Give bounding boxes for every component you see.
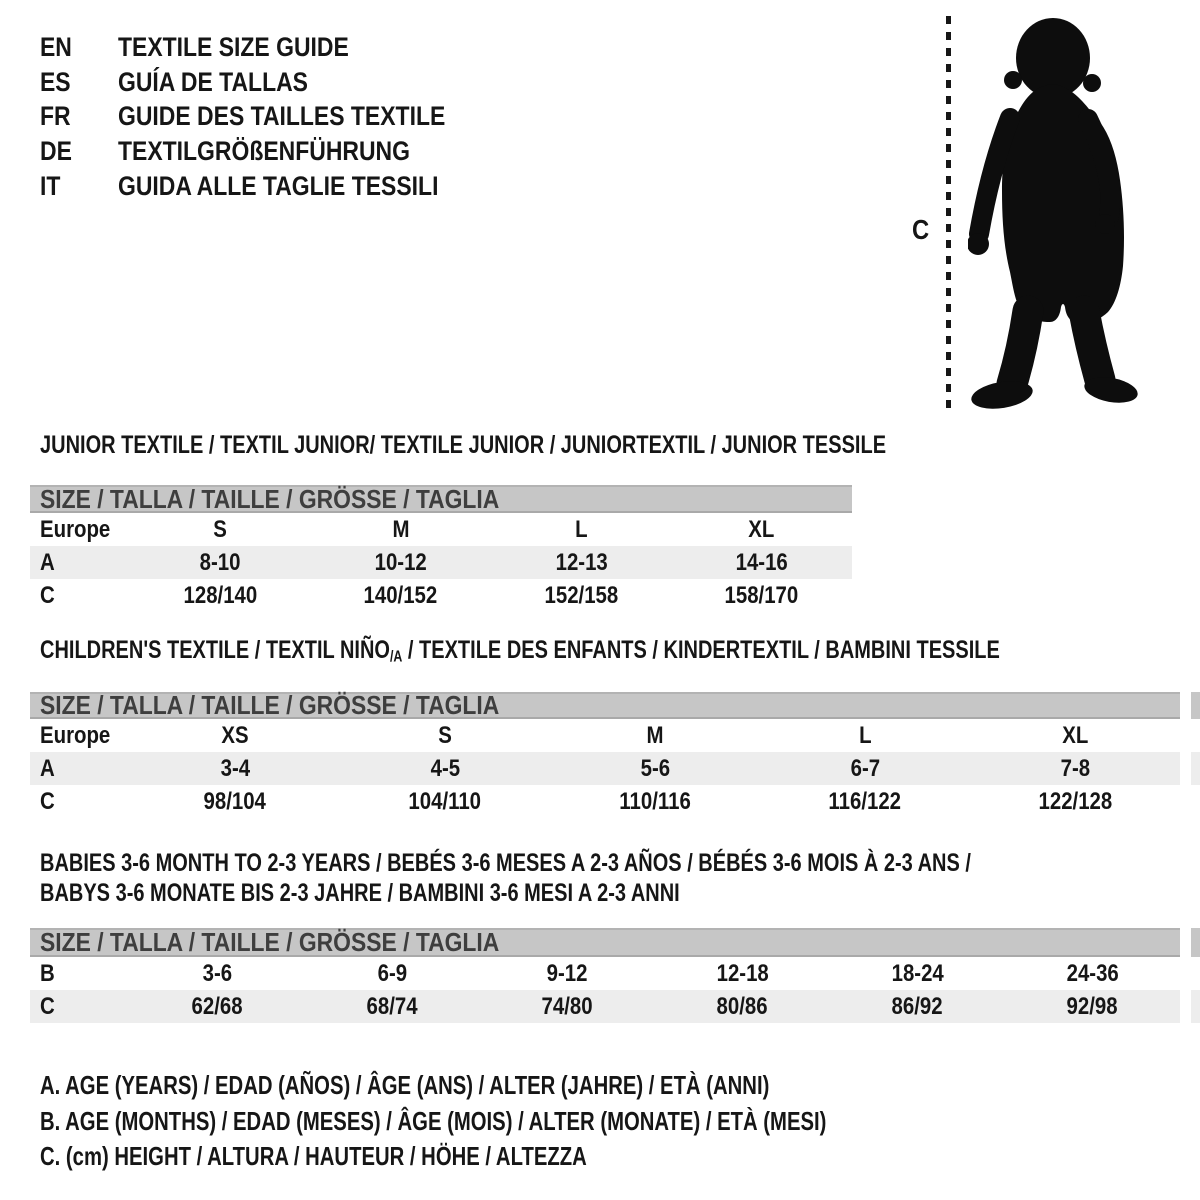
- cell-value: 68/74: [366, 992, 419, 1020]
- junior-col-xl: XL: [748, 515, 775, 543]
- row-label: C: [40, 581, 55, 609]
- language-row-de: [40, 134, 503, 169]
- cell-value: 92/98: [1066, 992, 1119, 1020]
- language-code: FR: [40, 101, 71, 132]
- cell-value: 140/152: [363, 581, 438, 609]
- children-row-height: [30, 785, 1180, 818]
- language-code: ES: [40, 66, 71, 97]
- language-code: EN: [40, 32, 72, 62]
- row-label: A: [40, 548, 55, 576]
- language-row-en: [40, 30, 503, 65]
- cell-value: 5-6: [640, 754, 670, 782]
- junior-col-m: M: [392, 515, 410, 543]
- cell-value: 3-4: [220, 754, 250, 782]
- children-section-title: CHILDREN'S TEXTILE / TEXTIL $NIÑO_{/A}$ / TEXTILE DES ENFANTS / KINDERTEXTIL / BAMBINI TESSILE: [40, 636, 1000, 666]
- note-height-cm: C. (cm) HEIGHT / ALTURA / HAUTEUR / HÖHE / ALTEZZA: [40, 1141, 587, 1171]
- junior-col-europe: Europe: [40, 515, 111, 543]
- children-col-europe: Europe: [40, 721, 111, 749]
- cell-value: 128/140: [183, 581, 258, 609]
- children-row-age: [30, 752, 1180, 785]
- children-header-row: [30, 719, 1180, 752]
- cell-value: 12-18: [716, 959, 769, 987]
- cell-value: 62/68: [191, 992, 244, 1020]
- height-measure-dashed-line: [946, 16, 951, 416]
- language-code: IT: [40, 170, 61, 201]
- table-continuation-sliver: [1191, 752, 1200, 785]
- cell-value: 122/128: [1038, 787, 1112, 815]
- junior-col-s: S: [213, 515, 228, 543]
- junior-row-age: [30, 546, 852, 579]
- language-row-es: [40, 65, 503, 100]
- language-row-fr: [40, 99, 503, 134]
- junior-section-title: JUNIOR TEXTILE / TEXTIL JUNIOR/ TEXTILE JUNIOR / JUNIORTEXTIL / JUNIOR TESSILE: [40, 431, 887, 459]
- babies-row-months: [30, 957, 1180, 990]
- babies-size-bar: SIZE / TALLA / TAILLE / GRÖSSE / TAGLIA: [30, 928, 1180, 957]
- baby-silhouette-icon: [968, 16, 1140, 412]
- cell-value: 98/104: [203, 787, 267, 815]
- language-title-list: [40, 30, 503, 203]
- cell-value: 116/122: [828, 787, 902, 815]
- children-col-s: S: [438, 721, 452, 749]
- cell-value: 6-7: [850, 754, 880, 782]
- cell-value: 152/158: [544, 581, 619, 609]
- cell-value: 6-9: [377, 959, 408, 987]
- cell-value: 12-13: [555, 548, 608, 576]
- cell-value: 14-16: [735, 548, 788, 576]
- guide-title-en: TEXTILE SIZE GUIDE: [118, 32, 349, 62]
- cell-value: 8-10: [199, 548, 241, 576]
- junior-col-l: L: [575, 515, 588, 543]
- children-col-m: M: [646, 721, 664, 749]
- language-row-it: [40, 169, 503, 204]
- cell-value: 158/170: [724, 581, 799, 609]
- legend-notes: [40, 1068, 1048, 1175]
- guide-title-de: TEXTILGRÖßENFÜHRUNG: [118, 136, 410, 167]
- nino-a-subscript: /A: [389, 648, 403, 666]
- cell-value: 24-36: [1066, 959, 1119, 987]
- children-size-bar: SIZE / TALLA / TAILLE / GRÖSSE / TAGLIA: [30, 692, 1180, 719]
- table-continuation-sliver: [1191, 928, 1200, 957]
- row-label: A: [40, 754, 55, 782]
- height-measure-label: C: [912, 214, 930, 245]
- cell-value: 18-24: [891, 959, 944, 987]
- table-continuation-sliver: [1191, 990, 1200, 1023]
- cell-value: 104/110: [408, 787, 482, 815]
- cell-value: 80/86: [716, 992, 769, 1020]
- children-col-xs: XS: [221, 721, 249, 749]
- children-col-l: L: [858, 721, 872, 749]
- note-age-months: B. AGE (MONTHS) / EDAD (MESES) / ÂGE (MOIS) / ALTER (MONATE) / ETÀ (MESI): [40, 1105, 827, 1136]
- guide-title-it: GUIDA ALLE TAGLIE TESSILI: [118, 170, 439, 201]
- row-label: B: [40, 959, 55, 987]
- children-col-xl: XL: [1061, 721, 1089, 749]
- cell-value: 86/92: [891, 992, 944, 1020]
- junior-row-height: [30, 579, 852, 612]
- guide-title-fr: GUIDE DES TAILLES TEXTILE: [118, 101, 446, 132]
- language-code: DE: [40, 136, 72, 167]
- cell-value: 7-8: [1060, 754, 1090, 782]
- babies-row-height: [30, 990, 1180, 1023]
- junior-header-row: [30, 513, 852, 546]
- junior-size-bar: SIZE / TALLA / TAILLE / GRÖSSE / TAGLIA: [30, 485, 852, 513]
- cell-value: 110/116: [619, 787, 691, 815]
- cell-value: 10-12: [374, 548, 427, 576]
- row-label: C: [40, 992, 55, 1020]
- cell-value: 4-5: [430, 754, 460, 782]
- row-label: C: [40, 787, 55, 815]
- cell-value: 9-12: [547, 959, 588, 987]
- guide-title-es: GUÍA DE TALLAS: [118, 66, 308, 97]
- note-age-years: A. AGE (YEARS) / EDAD (AÑOS) / ÂGE (ANS) / ALTER (JAHRE) / ETÀ (ANNI): [40, 1070, 770, 1100]
- cell-value: 74/80: [541, 992, 594, 1020]
- cell-value: 3-6: [202, 959, 233, 987]
- babies-section-title: BABIES 3-6 MONTH TO 2-3 YEARS / BEBÉS 3-6 MESES A 2-3 AÑOS / BÉBÉS 3-6 MOIS À 2-3 ANS / BABYS 3-6 MONATE BIS 2-3 JAHRE / BAMBINI 3-6 MESI A 2-3 ANNI: [40, 849, 971, 907]
- table-continuation-sliver: [1191, 692, 1200, 719]
